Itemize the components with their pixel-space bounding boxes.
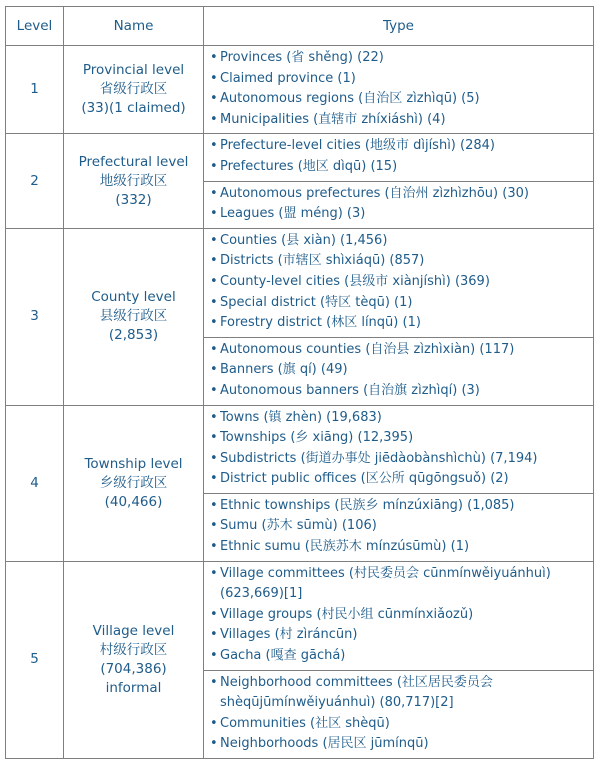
name-cell — [64, 228, 204, 405]
table-row — [6, 228, 594, 337]
name-english: Prefectural level — [78, 153, 189, 170]
type-cell — [204, 134, 594, 181]
name-count: (40,466) — [104, 493, 163, 510]
type-list — [210, 673, 589, 755]
list-item: • Autonomous counties (自治县 zìzhìxiàn) (117) — [210, 340, 589, 361]
type-list — [210, 408, 589, 490]
list-item: • Claimed province (1) — [210, 69, 589, 90]
type-cell — [204, 670, 594, 758]
name-english: County level — [91, 289, 176, 306]
list-item: • Leagues (盟 méng) (3) — [210, 204, 589, 225]
list-item: • Provinces (省 shěng) (22) — [210, 48, 589, 69]
list-item: • Forestry district (林区 línqū) (1) — [210, 313, 589, 334]
name-cell — [64, 46, 204, 134]
type-list — [210, 231, 589, 334]
list-item: • Municipalities (直辖市 zhíxiáshì) (4) — [210, 110, 589, 131]
list-item: • Autonomous banners (自治旗 zìzhìqí) (3) — [210, 381, 589, 402]
list-item: • Village groups (村民小组 cūnmínxiǎozǔ) — [210, 605, 589, 626]
table-container — [5, 6, 593, 759]
name-count: (704,386) — [100, 660, 167, 677]
name-english: Township level — [84, 455, 183, 472]
type-cell — [204, 228, 594, 337]
type-cell — [204, 561, 594, 670]
header-row — [6, 7, 594, 46]
name-cell — [64, 134, 204, 228]
name-chinese: 省级行政区 — [99, 81, 168, 98]
list-item: • County-level cities (县级市 xiànjíshì) (369) — [210, 272, 589, 293]
list-item: • District public offices (区公所 qūgōngsuǒ) (2) — [210, 469, 589, 490]
list-item: • Neighborhood committees (社区居民委员会 shèqūjūmínwěiyuánhuì) (80,717)[2] — [210, 673, 589, 714]
header-level: Level — [6, 7, 64, 46]
level-cell: 2 — [6, 134, 64, 228]
type-cell — [204, 493, 594, 561]
list-item: • Villages (村 zìráncūn) — [210, 625, 589, 646]
name-chinese: 地级行政区 — [99, 172, 168, 189]
type-list — [210, 184, 589, 225]
type-list — [210, 136, 589, 177]
type-list — [210, 564, 589, 667]
type-cell — [204, 405, 594, 493]
list-item: • Special district (特区 tèqū) (1) — [210, 293, 589, 314]
list-item: • Prefecture-level cities (地级市 dìjíshì) (284) — [210, 136, 589, 157]
list-item: • Communities (社区 shèqū) — [210, 714, 589, 735]
administrative-levels-table — [5, 6, 594, 759]
type-cell — [204, 46, 594, 134]
list-item: • Autonomous prefectures (自治州 zìzhìzhōu) (30) — [210, 184, 589, 205]
type-cell — [204, 181, 594, 228]
type-list — [210, 340, 589, 402]
list-item: • Banners (旗 qí) (49) — [210, 360, 589, 381]
name-cell — [64, 405, 204, 561]
list-item: • Prefectures (地区 dìqū) (15) — [210, 157, 589, 178]
table-row — [6, 561, 594, 670]
list-item: • Sumu (苏木 sūmù) (106) — [210, 516, 589, 537]
list-item: • Districts (市辖区 shìxiáqū) (857) — [210, 251, 589, 272]
level-cell: 4 — [6, 405, 64, 561]
level-cell: 3 — [6, 228, 64, 405]
type-cell — [204, 337, 594, 405]
name-cell — [64, 561, 204, 758]
name-english: Provincial level — [82, 62, 185, 79]
list-item: • Townships (乡 xiāng) (12,395) — [210, 428, 589, 449]
level-cell: 5 — [6, 561, 64, 758]
name-english: Village level — [92, 622, 175, 639]
name-count: (332) — [115, 191, 152, 208]
name-chinese: 乡级行政区 — [99, 474, 168, 491]
name-chinese: 县级行政区 — [99, 308, 168, 325]
table-row — [6, 405, 594, 493]
type-list — [210, 48, 589, 130]
name-chinese: 村级行政区 — [99, 641, 168, 658]
list-item: • Village committees (村民委员会 cūnmínwěiyuánhuì) (623,669)[1] — [210, 564, 589, 605]
type-list — [210, 496, 589, 558]
table-row — [6, 134, 594, 181]
list-item: • Counties (县 xiàn) (1,456) — [210, 231, 589, 252]
list-item: • Towns (镇 zhèn) (19,683) — [210, 408, 589, 429]
name-count: (33)(1 claimed) — [81, 100, 186, 117]
header-name: Name — [64, 7, 204, 46]
list-item: • Gacha (嘎查 gāchá) — [210, 646, 589, 667]
list-item: • Neighborhoods (居民区 jūmínqū) — [210, 734, 589, 755]
list-item: • Ethnic townships (民族乡 mínzúxiāng) (1,085) — [210, 496, 589, 517]
level-cell: 1 — [6, 46, 64, 134]
table-row — [6, 46, 594, 134]
list-item: • Ethnic sumu (民族苏木 mínzúsūmù) (1) — [210, 537, 589, 558]
header-type: Type — [204, 7, 594, 46]
name-count: (2,853) — [108, 327, 159, 344]
list-item: • Autonomous regions (自治区 zìzhìqū) (5) — [210, 89, 589, 110]
list-item: • Subdistricts (街道办事处 jiēdàobànshìchù) (7,194) — [210, 449, 589, 470]
name-note: informal — [105, 679, 162, 696]
